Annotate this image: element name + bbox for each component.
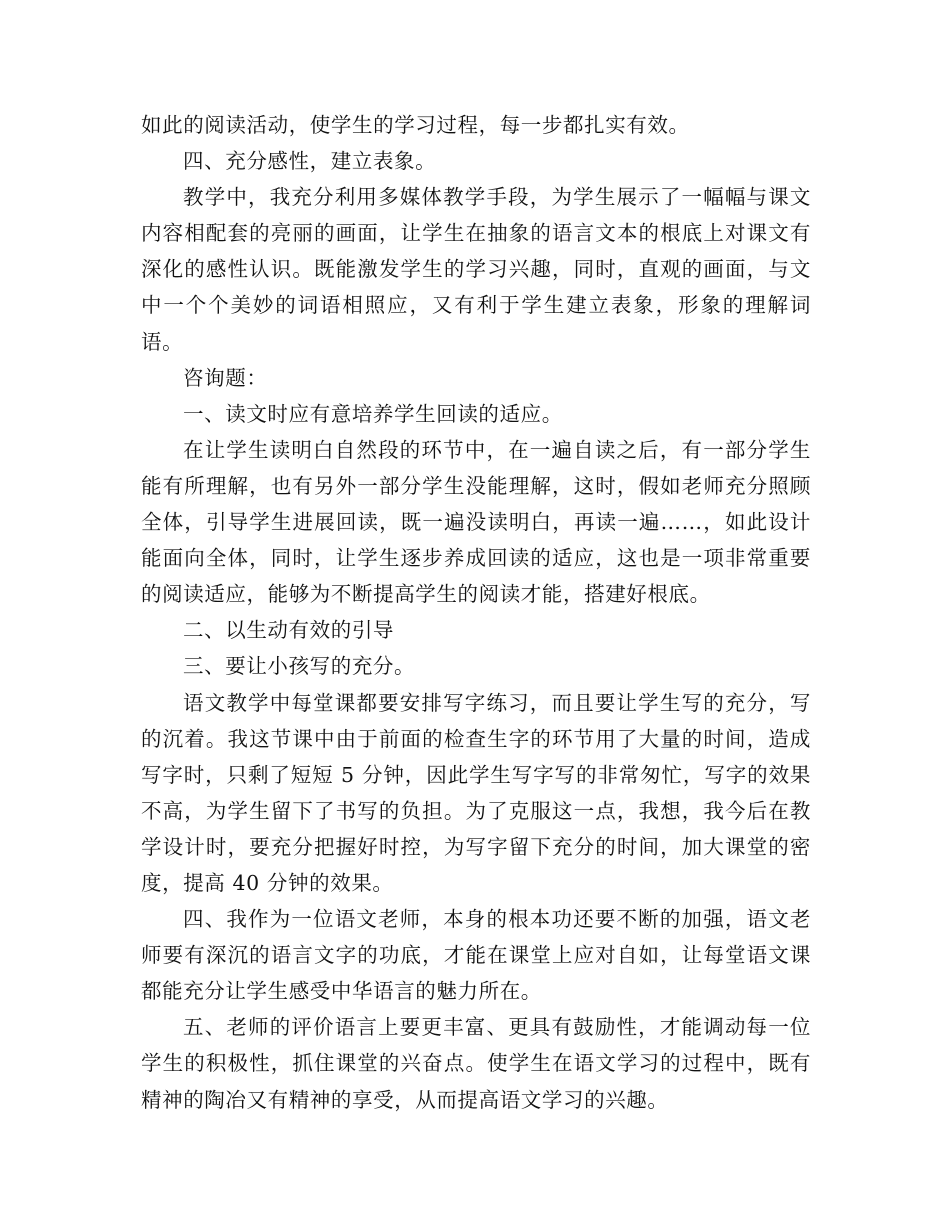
- heading-section-four: 四、充分感性，建立表象。: [183, 149, 437, 174]
- paragraph-evaluation: 五、老师的评价语言上要更丰富、更具有鼓励性，才能调动每一位学生的积极性，抓住课堂的兴奋点。使学生在语文学习的过程中，既有精神的陶冶又有精神的享受，从而提高语文学习的兴趣。: [141, 1015, 811, 1112]
- heading-issue-two: 二、以生动有效的引导: [183, 618, 395, 643]
- heading-issues: 咨询题：: [183, 365, 268, 390]
- paragraph-reread: 在让学生读明白自然段的环节中，在一遍自读之后，有一部分学生能有所理解，也有另外一部分学生没能理解，这时，假如老师充分照顾全体，引导学生进展回读，既一遍没读明白，再读一遍……，如此设计能面向全体，同时，让学生逐步养成回读的适应，这也是一项非常重要的阅读适应，能够为不断提高学生的阅读才能，搭建好根底。: [141, 437, 811, 607]
- paragraph-teacher-skills: 四、我作为一位语文老师，本身的根本功还要不断的加强，语文老师要有深沉的语言文字的功底，才能在课堂上应对自如，让每堂语文课都能充分让学生感受中华语言的魅力所在。: [141, 907, 811, 1004]
- paragraph-multimedia: 教学中，我充分利用多媒体教学手段，为学生展示了一幅幅与课文内容相配套的亮丽的画面，让学生在抽象的语言文本的根底上对课文有深化的感性认识。既能激发学生的学习兴趣，同时，直观的画面，与文中一个个美妙的词语相照应，又有利于学生建立表象，形象的理解词语。: [141, 185, 811, 354]
- paragraph-continuation: 如此的阅读活动，使学生的学习过程，每一步都扎实有效。: [141, 113, 690, 137]
- heading-issue-one: 一、读文时应有意培养学生回读的适应。: [183, 401, 563, 426]
- document-body: [141, 107, 811, 1118]
- paragraph-writing: 语文教学中每堂课都要安排写字练习，而且要让学生写的充分，写的沉着。我这节课中由于前面的检查生字的环节用了大量的时间，造成写字时，只剩了短短 5 分钟，因此学生写字写的非常匆忙，写字的效果不高，为学生留下了书写的负担。为了克服这一点，我想，我今后在教学设计时，要充分把握好时控，为写字留下充分的时间，加大课堂的密度，提高 40 分钟的效果。: [141, 690, 811, 895]
- heading-issue-three: 三、要让小孩写的充分。: [183, 654, 416, 679]
